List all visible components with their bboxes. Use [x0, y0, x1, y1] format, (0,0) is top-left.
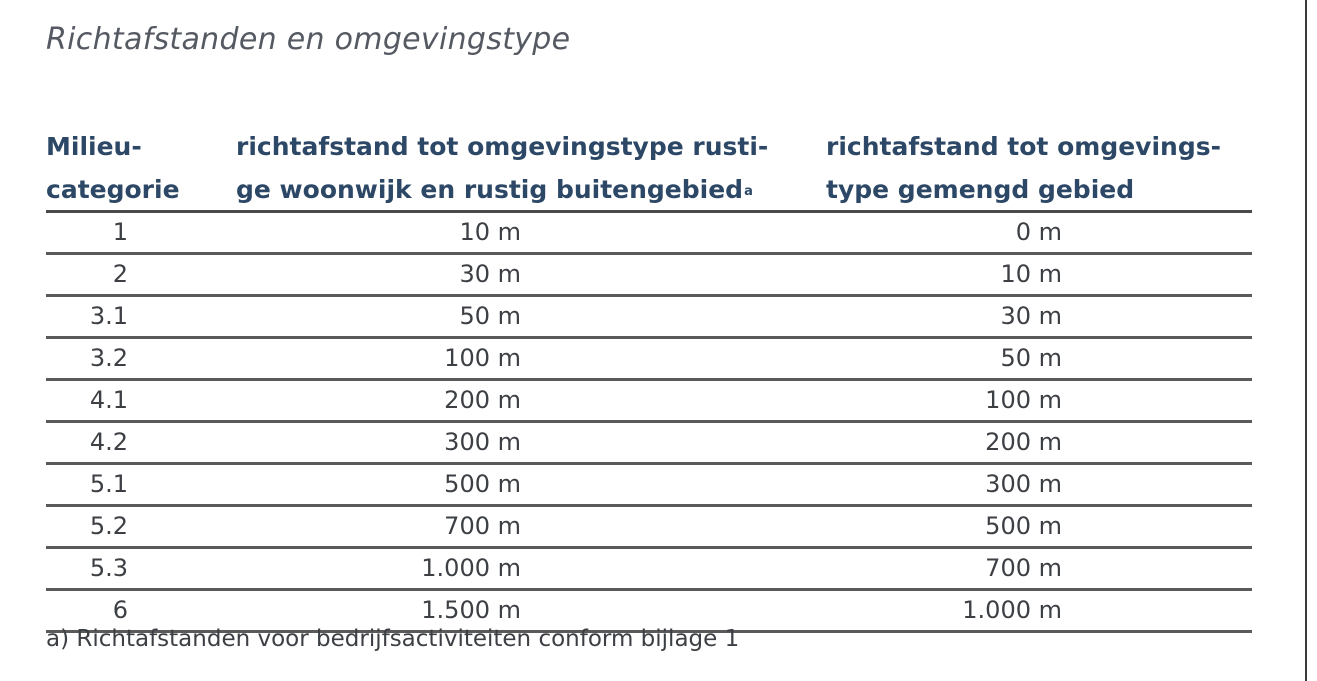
- table-row: [46, 213, 1252, 255]
- cell-category: 2: [112, 260, 128, 288]
- cell-category: 4.1: [89, 386, 128, 414]
- cell-gemengd: 700 m: [985, 554, 1062, 582]
- cell-rustig: 1.000 m: [421, 554, 521, 582]
- header-line: [236, 168, 768, 211]
- table-row: [46, 465, 1252, 507]
- cell-rustig: 30 m: [459, 260, 521, 288]
- cell-gemengd: 200 m: [985, 428, 1062, 456]
- cell-gemengd: 50 m: [1000, 344, 1062, 372]
- cell-rustig: 500 m: [444, 470, 521, 498]
- header-line: richtafstand tot omgevingstype rusti-: [236, 132, 769, 161]
- cell-gemengd: 500 m: [985, 512, 1062, 540]
- cell-category: 5.3: [89, 554, 128, 582]
- cell-category: 1: [112, 218, 128, 246]
- cell-rustig: 100 m: [444, 344, 521, 372]
- cell-rustig: 200 m: [444, 386, 521, 414]
- cell-category: 3.1: [89, 302, 128, 330]
- cell-rustig: 50 m: [459, 302, 521, 330]
- cell-category: 3.2: [89, 344, 128, 372]
- cell-category: 5.2: [89, 512, 128, 540]
- table-row: [46, 381, 1252, 423]
- cell-gemengd: 0 m: [1015, 218, 1062, 246]
- distance-table: [46, 210, 1252, 633]
- header-line: categorie: [46, 175, 180, 204]
- cell-category: 6: [112, 596, 128, 624]
- table-footnote: a) Richtafstanden voor bedrijfsactiviteiten conform bijlage 1: [46, 626, 740, 652]
- cell-category: 5.1: [89, 470, 128, 498]
- cell-rustig: 1.500 m: [421, 596, 521, 624]
- table-title: Richtafstanden en omgevingstype: [46, 22, 571, 57]
- header-line: Milieu-: [46, 132, 142, 161]
- header-line: type gemengd gebied: [826, 175, 1135, 204]
- cell-gemengd: 1.000 m: [962, 596, 1062, 624]
- cell-rustig: 10 m: [459, 218, 521, 246]
- cell-gemengd: 10 m: [1000, 260, 1062, 288]
- table-row: [46, 507, 1252, 549]
- cell-rustig: 700 m: [444, 512, 521, 540]
- table-row: [46, 297, 1252, 339]
- cell-gemengd: 300 m: [985, 470, 1062, 498]
- header-gemengd-gebied: [826, 125, 1221, 211]
- cell-gemengd: 30 m: [1000, 302, 1062, 330]
- header-line-text: ge woonwijk en rustig buitengebied: [236, 175, 744, 204]
- table-row: [46, 549, 1252, 591]
- cell-rustig: 300 m: [444, 428, 521, 456]
- table-row: [46, 423, 1252, 465]
- table-row: [46, 339, 1252, 381]
- header-rustig-gebied: [236, 125, 768, 211]
- header-line: richtafstand tot omgevings-: [826, 132, 1221, 161]
- page-edge-divider: [1305, 0, 1307, 681]
- table-row: [46, 255, 1252, 297]
- cell-gemengd: 100 m: [985, 386, 1062, 414]
- cell-category: 4.2: [89, 428, 128, 456]
- footnote-marker: a: [744, 184, 753, 199]
- header-milieucategorie: [46, 125, 180, 211]
